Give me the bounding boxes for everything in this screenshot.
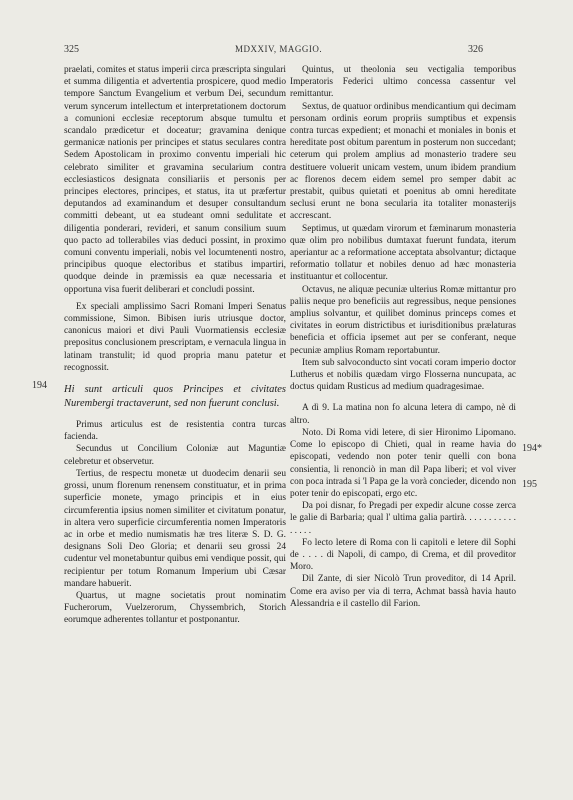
right-paragraph-8: Da poi disnar, fo Pregadi per expedir alcune cosse zerca le galie di Barbaria; qual l' ultima galia partirà. . . . . . . . . . . . . . . . [290,501,516,536]
margin-number-left-194: 194 [32,380,47,391]
margin-number-right-195: 195 [522,479,537,490]
right-paragraph-1: Quintus, ut theolonia seu vectigalia temporibus Imperatoris Federici ultimo concessa cassentur vel remittantur. [290,65,516,100]
left-paragraph-6: Quartus, ut magne societatis prout nominatim Fucherorum, Vuelzerorum, Chyssembrich, Storich eorumque adherentes tollantur et postponantur. [64,590,286,626]
left-paragraph-2: Ex speciali amplissimo Sacri Romani Imperi Senatus commissione, Simon. Bibisen iuris utriusque doctor, canonicus maiori et divi Pauli Vuormatiensis ecclesiæ prepositus conclusionem prescriptam, e vernacula lingua in latinam transtulit; id quod propria manu patetur et recognossit. [64,301,286,373]
left-paragraph-3: Primus articulus est de resistentia contra turcas facienda. [64,420,286,443]
left-paragraph-1: praelati, comites et status imperii circa præscripta singulari et summa diligentia et advertentia prospicere, quod medio tempore Sanctum Evangelium et verbum Dei, secundum verum syncerum intellectum et interpretationem doctorum a comunioni ecclesiæ receptorum absque tumultu et scandalo prædicetur et doceatur; gravamina denique germanicæ nationis per principes et status seculares contra Sedem Apostolicam in proximo conventu imperiali hic celebrato similiter et gravamina secularium contra ecclesiasticos designata consiliariis et personis per principes electores, principes, et status, ita ut præfertur deputandos ad examinandum et desuper consultandum committi debeant, ut ea studeant omni sedulitate et diligentia ponderari, revideri, et sanum consilium suum quo pacto ad tollerabiles vias deduci possint, in proximo comuni conventu imperiali, nobis vel locumtenenti nostro, principibus quoque electoribus et statibus impartiri, quodque deinde in præmissis ea quæ necessaria et opportuna visa fuerit deliberari et concludi possint. [64,65,286,295]
right-paragraph-2: Sextus, de quatuor ordinibus mendicantium qui decimam personam ordinis eorum propriis sumptibus et expensis contra turcas expedient; et monachi et moniales in bonis et hereditate post obitum parentum in posterum non succedant; ceterum qui prolem amplius ad monasterio tradere seu destituere voluerit unicam vestem, unum ibidem prandium ac florenos decem eidem semel pro semper dabit ac prestabit, quibus quietati et poenitus ab omni hereditate seclusi erunt ne bona secularia ita totaliter monasterijs accrescant. [290,101,517,222]
running-head: MDXXIV, MAGGIO. [235,44,323,54]
right-column [290,64,516,610]
right-paragraph-7: Noto. Di Roma vidi letere, di sier Hironimo Lipomano. Come lo episcopo di Chieti, qual in reame havia do episcopati, vedendo non poter tenir quelli con bona consientia, li renonciò in man dil Papa liberi; et vol viver con poca intrada si 'l Papa ge la vorà concieder, dicendo non poter tenir do episcopati, ergo etc. [290,427,516,499]
articles-heading: Hi sunt articuli quos Principes et civitates Nurembergi tractaverunt, sed non fuerunt conclusi. [64,384,286,409]
margin-number-right-194: 194* [522,443,542,454]
left-paragraph-4: Secundus ut Concilium Coloniæ aut Maguntiæ celebretur et observetur. [64,444,286,467]
left-column [64,64,286,627]
right-paragraph-6: A dì 9. La matina non fo alcuna letera di campo, nè di altro. [290,403,516,426]
left-paragraph-5: Tertius, de respectu monetæ ut duodecim denarii seu grossi, unum florenum renensem constituatur, et in prima superficie monete, ymago principis et in eius circumferentia ipsius nomen similiter et civitatum ponatur, in altera vero superficie circumferentia nomen Imperatoris ac in orbe et medio numismatis hæ tres literæ S. D. G. designans Soli Deo Gloria; et denarii seu grossi 24 cudentur vel monetabuntur quibus emi vendique possit, qui recipientur per totum Romanum Imperium ubi Cæsar mandare habuerit. [64,468,286,589]
right-paragraph-10: Dil Zante, di sier Nicolò Trun proveditor, di 14 April. Come era aviso per via di terra, Achmat bassà havia hauto Alessandria e il castello dil Farion. [290,574,516,609]
right-paragraph-9: Fo lecto letere di Roma con li capitoli e letere dil Sophi de . . . . di Napoli, di campo, di Crema, et dil proveditor Moro. [290,537,516,573]
left-page-number: 325 [64,44,79,55]
right-paragraph-3: Septimus, ut quædam virorum et fæminarum monasteria quæ olim pro nobilibus dumtaxat fuerunt fundata, iterum aperiantur ac a reformatione acceptata absolvantur; dictaque reformatio tollatur et nobiles denuo ad hæc monasteria instituantur et collocentur. [290,223,516,283]
right-paragraph-4: Octavus, ne aliquæ pecuniæ ulterius Romæ mittantur pro paliis neque pro beneficiis aut regressibus, neque pensiones amplius solvantur, et quilibet dominus princeps comes et civitates in eorum districtibus et iurisditionibus prælaturas beneficia et officia ipsemet aut per se conferant, neque pecuniæ amplius Romam reportabuntur. [290,284,516,356]
right-paragraph-5: Item sub salvoconducto sint vocati coram imperio doctor Lutherus et nobilis quædam virgo Flosserna nuncupata, ac doctus quidam Rusticus ad medium quadragesimae. [290,357,516,393]
right-page-number: 326 [468,44,483,55]
